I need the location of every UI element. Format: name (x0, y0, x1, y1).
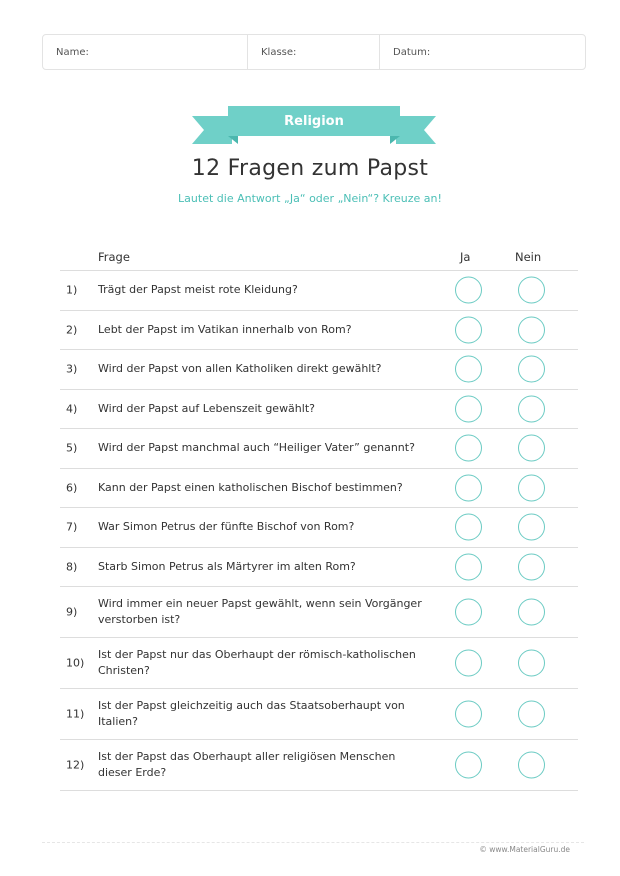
nein-answer-circle[interactable] (518, 435, 545, 462)
footer-divider (42, 842, 584, 843)
question-number: 9) (66, 605, 78, 619)
nein-answer-circle[interactable] (518, 474, 545, 501)
question-number: 8) (66, 560, 78, 574)
question-number: 11) (66, 707, 85, 721)
question-number: 5) (66, 441, 78, 455)
question-row (60, 689, 578, 740)
ja-answer-circle[interactable] (455, 553, 482, 580)
nein-answer-circle[interactable] (518, 752, 545, 779)
question-text: Ist der Papst das Oberhaupt aller religiösen Menschen dieser Erde? (98, 750, 396, 779)
question-text: Wird der Papst von allen Katholiken direkt gewählt? (98, 362, 382, 376)
ribbon-left-tail (192, 116, 232, 144)
question-row (60, 638, 578, 689)
table-header (60, 246, 578, 271)
question-text: Lebt der Papst im Vatikan innerhalb von Rom? (98, 322, 352, 336)
question-table (60, 246, 578, 791)
question-number: 1) (66, 283, 78, 297)
question-text: Trägt der Papst meist rote Kleidung? (98, 283, 298, 297)
klasse-label: Klasse: (261, 46, 297, 58)
banner-label: Religion (284, 113, 344, 129)
ja-answer-circle[interactable] (455, 356, 482, 383)
question-row (60, 469, 578, 509)
ja-answer-circle[interactable] (455, 752, 482, 779)
nein-answer-circle[interactable] (518, 553, 545, 580)
instructions-subtitle: Lautet die Antwort „Ja“ oder „Nein“? Kreuze an! (178, 192, 442, 205)
datum-field[interactable] (380, 35, 585, 69)
question-row (60, 548, 578, 588)
nein-answer-circle[interactable] (518, 356, 545, 383)
question-number: 12) (66, 758, 85, 772)
ja-answer-circle[interactable] (455, 650, 482, 677)
ja-answer-circle[interactable] (455, 701, 482, 728)
nein-answer-circle[interactable] (518, 650, 545, 677)
klasse-field[interactable] (248, 35, 380, 69)
name-field[interactable] (43, 35, 248, 69)
question-row (60, 429, 578, 469)
question-number: 4) (66, 402, 78, 416)
question-row (60, 508, 578, 548)
question-row (60, 350, 578, 390)
question-number: 6) (66, 481, 78, 495)
question-text: War Simon Petrus der fünfte Bischof von Rom? (98, 520, 355, 534)
question-number: 2) (66, 323, 78, 337)
nein-answer-circle[interactable] (518, 514, 545, 541)
question-row (60, 390, 578, 430)
question-number: 7) (66, 520, 78, 534)
ribbon-right-tail (396, 116, 436, 144)
question-row (60, 311, 578, 351)
nein-answer-circle[interactable] (518, 701, 545, 728)
question-text: Kann der Papst einen katholischen Bischof bestimmen? (98, 480, 403, 494)
question-row (60, 271, 578, 311)
question-row (60, 587, 578, 638)
nein-answer-circle[interactable] (518, 599, 545, 626)
student-info-box (42, 34, 586, 70)
question-row (60, 740, 578, 791)
ja-answer-circle[interactable] (455, 514, 482, 541)
column-header-nein: Nein (515, 250, 542, 264)
ja-answer-circle[interactable] (455, 395, 482, 422)
ja-answer-circle[interactable] (455, 599, 482, 626)
name-label: Name: (56, 46, 89, 58)
question-number: 10) (66, 656, 85, 670)
datum-label: Datum: (393, 46, 431, 58)
column-header-ja: Ja (460, 250, 471, 264)
subject-banner (192, 106, 436, 146)
question-text: Wird immer ein neuer Papst gewählt, wenn sein Vorgänger verstorben ist? (98, 597, 422, 626)
ja-answer-circle[interactable] (455, 316, 482, 343)
nein-answer-circle[interactable] (518, 395, 545, 422)
nein-answer-circle[interactable] (518, 277, 545, 304)
question-text: Wird der Papst manchmal auch “Heiliger Vater” genannt? (98, 441, 415, 455)
ja-answer-circle[interactable] (455, 435, 482, 462)
page-title: 12 Fragen zum Papst (191, 156, 429, 181)
question-number: 3) (66, 362, 78, 376)
column-header-frage: Frage (98, 250, 130, 264)
question-text: Ist der Papst gleichzeitig auch das Staatsoberhaupt von Italien? (98, 699, 405, 728)
ja-answer-circle[interactable] (455, 277, 482, 304)
question-text: Wird der Papst auf Lebenszeit gewählt? (98, 401, 315, 415)
question-text: Ist der Papst nur das Oberhaupt der römisch-katholischen Christen? (98, 648, 416, 677)
copyright-footer: © www.MaterialGuru.de (479, 845, 570, 854)
question-text: Starb Simon Petrus als Märtyrer im alten Rom? (98, 559, 356, 573)
nein-answer-circle[interactable] (518, 316, 545, 343)
ja-answer-circle[interactable] (455, 474, 482, 501)
